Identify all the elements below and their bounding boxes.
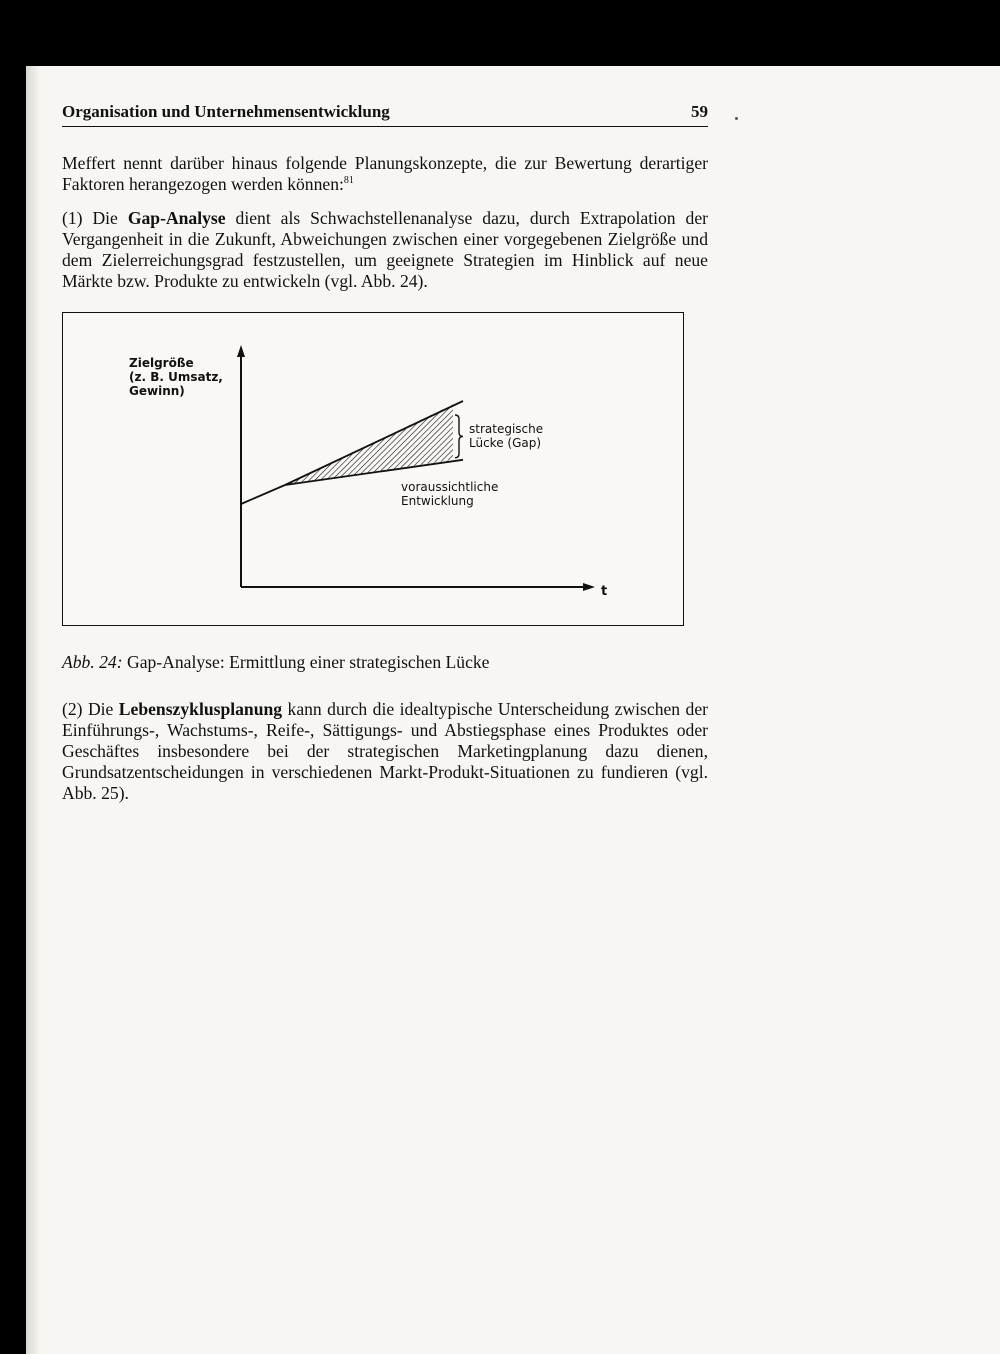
scan-speck <box>735 117 738 120</box>
start-segment <box>241 485 285 504</box>
gap-brace <box>455 415 463 458</box>
item1-term: Gap-Analyse <box>127 208 226 228</box>
lifecycle-paragraph <box>62 699 708 804</box>
item2-text: kann durch die idealtypische Unterscheidung zwischen der Einführungs-, Wachstums-, Reife-, Sättigungs- und Abstiegsphase eines Produktes oder Geschäftes insbesondere bei der strategischen Marketingplanung dazu dienen, Grundsatzentscheidungen in verschiedenen Markt-Produkt-Situationen zu fundieren (vgl. Abb. 25). <box>62 699 708 803</box>
gap-chart <box>63 313 683 625</box>
item1-text: dient als Schwachstellenanalyse dazu, durch Extrapolation der Vergangenheit in die Zukunft, Abweichungen zwischen einer vorgegebenen Zielgröße und dem Zielerreichungsgrad festzustellen, um geeignete Strategien im Hinblick auf neue Märkte bzw. Produkte zu entwickeln (vgl. Abb. 24). <box>62 208 708 291</box>
item2-prefix: (2) Die <box>62 699 119 719</box>
y-axis-label-line-2: (z. B. Umsatz, <box>129 370 223 384</box>
caption-label: Abb. 24: <box>62 652 123 672</box>
forecast-label-line-2: Entwicklung <box>401 494 474 508</box>
forecast-label-line-1: voraussichtliche <box>401 480 499 494</box>
x-axis-arrow <box>583 583 595 591</box>
gap-analysis-paragraph <box>62 208 708 292</box>
gap-label-line-1: strategische <box>469 422 544 436</box>
figure-caption <box>62 652 708 673</box>
caption-text: Gap-Analyse: Ermittlung einer strategischen Lücke <box>122 652 490 672</box>
intro-text: Meffert nennt darüber hinaus folgende Planungskonzepte, die zur Bewertung derartiger Faktoren herangezogen werden können: <box>62 153 708 194</box>
y-axis-label-line-3: Gewinn) <box>129 384 185 398</box>
x-axis-label: t <box>601 584 608 599</box>
y-axis-label-line-1: Zielgröße <box>129 356 194 370</box>
item1-prefix: (1) Die <box>62 208 128 228</box>
footnote-marker: 81 <box>343 175 354 186</box>
page-gutter-shadow <box>26 66 40 1354</box>
running-head <box>62 100 708 127</box>
intro-paragraph <box>62 153 708 195</box>
y-axis-arrow <box>237 345 245 357</box>
figure-gap-analysis <box>62 312 684 626</box>
item2-term: Lebenszyklusplanung <box>118 699 283 719</box>
gap-label-line-2: Lücke (Gap) <box>469 436 542 450</box>
running-head-title: Organisation und Unternehmensentwicklung <box>62 102 390 121</box>
page-number: 59 <box>691 102 708 121</box>
